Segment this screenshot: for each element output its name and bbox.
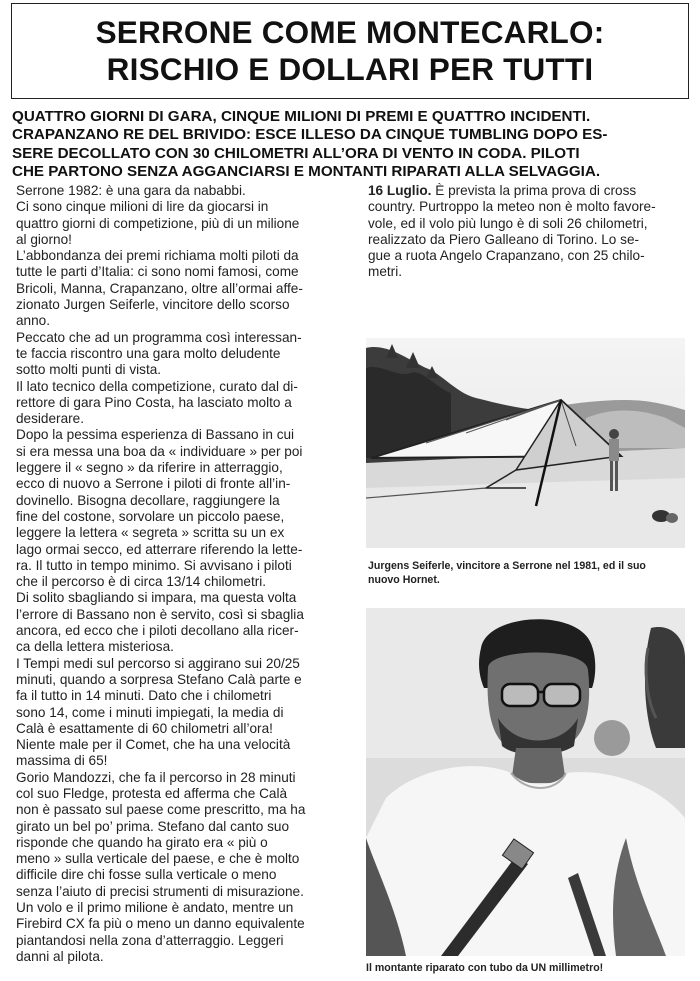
hang-glider-icon <box>366 338 685 548</box>
body-line: Gorio Mandozzi, che fa il percorso in 28 minuti <box>16 769 296 785</box>
body-line: si era messa una boa da « individuare » per poi <box>16 443 303 459</box>
photo-caption-2: Il montante riparato con tubo da UN millimetro! <box>366 962 604 974</box>
body-line: ancora, ed ecco che i piloti decollano alla ricer- <box>16 623 299 639</box>
body-line: Niente male per il Comet, che ha una velocità <box>16 737 291 753</box>
body-line: Di solito sbagliando si impara, ma questa volta <box>16 590 297 606</box>
body-line: gue a ruota Angelo Crapanzano, con 25 chilo- <box>368 248 645 264</box>
lead-line: CHE PARTONO SENZA AGGANCIARSI E MONTANTI RIPARATI ALLA SELVAGGIA. <box>12 163 601 181</box>
body-line: ca della lettera misteriosa. <box>16 639 174 655</box>
body-line: sotto molti punti di vista. <box>16 362 162 378</box>
body-line <box>368 183 688 199</box>
body-line: lago ormai secco, ed atterrare riferendo la lette- <box>16 541 303 557</box>
date-heading: 16 Luglio. <box>368 183 432 198</box>
body-line: Firebird CX fa più o meno un danno equivalente <box>16 916 305 932</box>
body-line: ra. Il tutto in tempo minimo. Si avvisano i piloti <box>16 557 292 573</box>
body-line: danni al pilota. <box>16 948 104 964</box>
pilot-portrait-photo <box>366 608 685 956</box>
body-line: tutte le parti d’Italia: ci sono nomi famosi, come <box>16 264 299 280</box>
body-line: non è passato sul paese come prescritto, ma ha <box>16 802 306 818</box>
body-line: al giorno! <box>16 231 72 247</box>
body-line: Peccato che ad un programma così interessan- <box>16 329 302 345</box>
body-line: piantandosi nella zona d’atterraggio. Leggeri <box>16 932 284 948</box>
body-line: Il lato tecnico della competizione, curato dal di- <box>16 378 298 394</box>
body-line: anno. <box>16 313 51 329</box>
body-line: zionato Jurgen Seiferle, vincitore dello scorso <box>16 297 290 313</box>
body-line: vole, ed il volo più lungo è di soli 26 chilometri, <box>368 215 648 231</box>
body-line: col suo Fledge, protesta ed afferma che Calà <box>16 785 288 801</box>
body-line: leggere il « segno » da riferire in atterraggio, <box>16 460 283 476</box>
pilot-portrait-icon <box>366 608 685 956</box>
body-line: che il percorso è di circa 13/14 chilometri. <box>16 574 267 590</box>
body-line: fine del costone, sorvolare un piccolo paese, <box>16 508 285 524</box>
body-line: rettore di gara Pino Costa, ha lasciato molto a <box>16 394 292 410</box>
caption-line: nuovo Hornet. <box>368 574 440 586</box>
body-line: difficile dire chi fosse sulla verticale o meno <box>16 867 277 883</box>
lead-line: CRAPANZANO RE DEL BRIVIDO: ESCE ILLESO DA CINQUE TUMBLING DOPO ES- <box>12 126 608 144</box>
headline-box <box>11 3 689 99</box>
lead-line: QUATTRO GIORNI DI GARA, CINQUE MILIONI DI PREMI E QUATTRO INCIDENTI. <box>12 108 591 125</box>
body-line: ecco di nuovo a Serrone i piloti di fronte all’in- <box>16 476 291 492</box>
headline-line-2: RISCHIO E DOLLARI PER TUTTI <box>106 51 594 87</box>
body-line: country. Purtroppo la meteo non è molto favore- <box>368 199 656 215</box>
body-line: leggere la lettera « segreta » scritta su un ex <box>16 525 285 541</box>
body-line: realizzato da Piero Galleano di Torino. Lo se- <box>368 231 640 247</box>
right-text-column <box>368 183 688 281</box>
body-line: te faccia riscontro una gara molto deludente <box>16 345 281 361</box>
body-line: senza l’aiuto di precisi strumenti di misurazione. <box>16 883 304 899</box>
body-line: quattro giorni di competizione, più di un milione <box>16 215 300 231</box>
body-line: L’abbondanza dei premi richiama molti piloti da <box>16 248 299 264</box>
hang-glider-photo <box>366 338 685 548</box>
body-line: metri. <box>368 264 402 280</box>
body-line: massima di 65! <box>16 753 108 769</box>
body-line: Un volo e il primo milione è andato, mentre un <box>16 900 294 916</box>
body-line: risponde che quando ha girato era « più o <box>16 834 268 850</box>
body-line: l’errore di Bassano non è servito, così si sbaglia <box>16 606 304 622</box>
body-line: sono 14, come i minuti impiegati, la media di <box>16 704 284 720</box>
body-line: Serrone 1982: è una gara da nababbi. <box>16 183 246 198</box>
body-text: È prevista la prima prova di cross <box>431 183 637 198</box>
body-line: girato un bel po’ prima. Stefano dal canto suo <box>16 818 290 834</box>
body-line: Bricoli, Manna, Crapanzano, oltre all’ormai affe- <box>16 280 303 296</box>
body-line: Ci sono cinque milioni di lire da giocarsi in <box>16 199 269 215</box>
body-line: I Tempi medi sul percorso si aggirano sui 20/25 <box>16 655 300 671</box>
left-text-column <box>16 183 351 965</box>
lead-paragraph <box>12 108 688 182</box>
body-line: Calà è esattamente di 60 chilometri all’ora! <box>16 720 273 736</box>
caption-line: Jurgens Seiferle, vincitore a Serrone nel 1981, ed il suo <box>368 560 646 572</box>
body-line: minuti, quando a sorpresa Stefano Calà parte e <box>16 671 302 687</box>
body-line: Dopo la pessima esperienza di Bassano in cui <box>16 427 295 443</box>
body-line: desiderare. <box>16 411 85 427</box>
body-line: dovinello. Bisogna decollare, raggiungere la <box>16 492 280 508</box>
lead-line: SERE DECOLLATO CON 30 CHILOMETRI ALL’ORA DI VENTO IN CODA. PILOTI <box>12 144 580 162</box>
body-line: meno » sulla verticale del paese, e che è molto <box>16 851 300 867</box>
body-line: fa il tutto in 14 minuti. Dato che i chilometri <box>16 688 272 704</box>
headline-line-1: SERRONE COME MONTECARLO: <box>95 14 605 50</box>
photo-caption-1 <box>368 559 688 587</box>
